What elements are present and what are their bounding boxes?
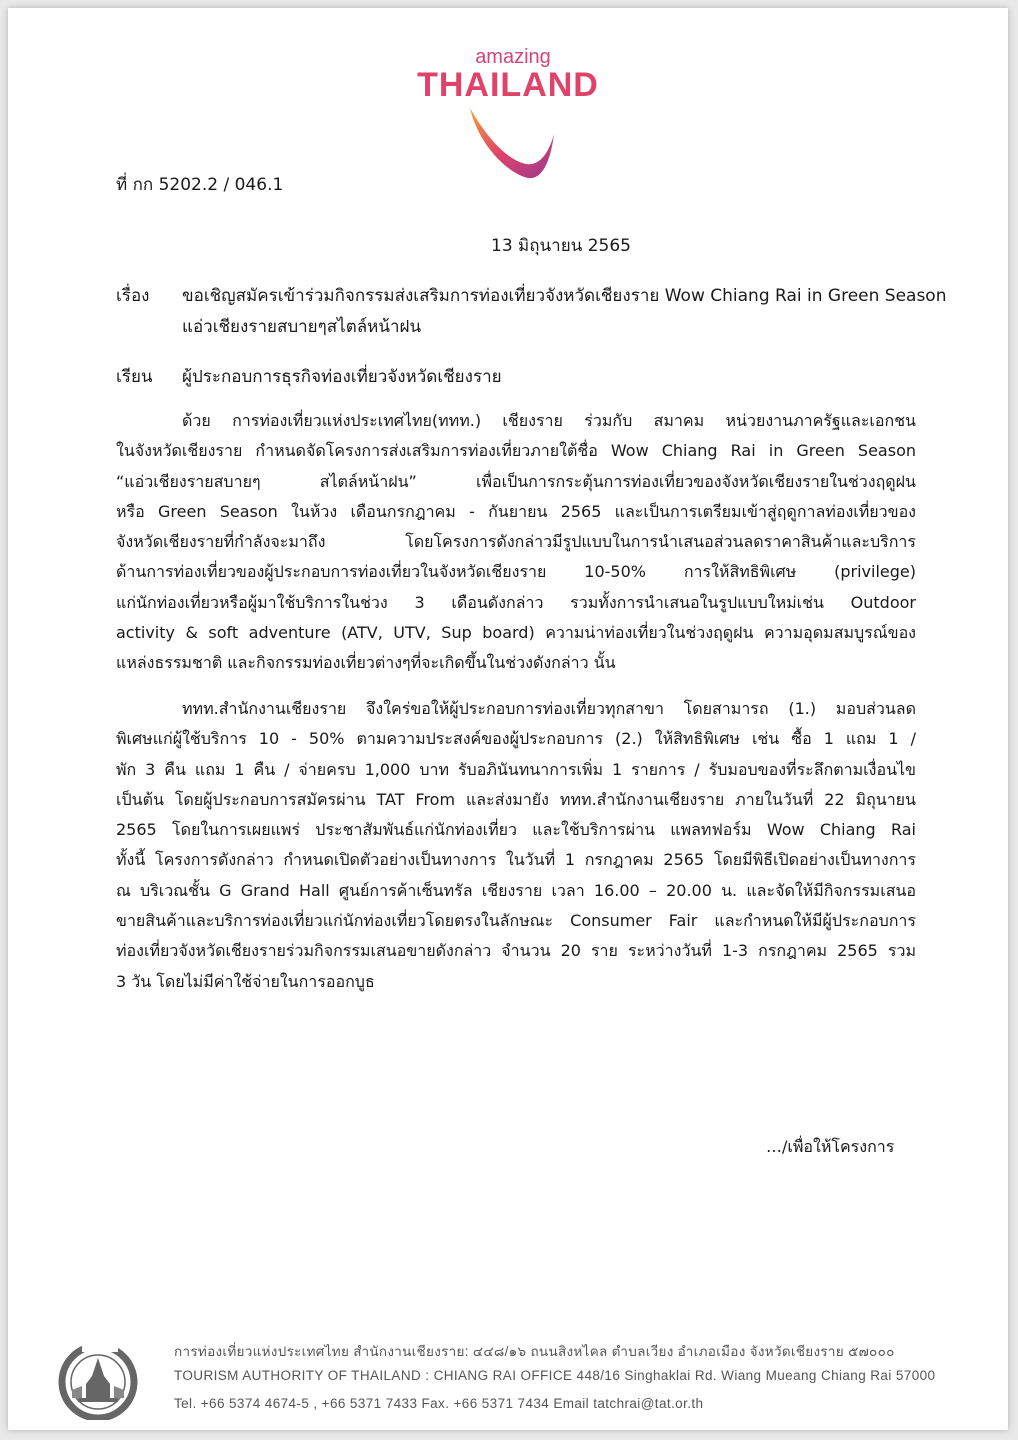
footer-english-address: TOURISM AUTHORITY OF THAILAND : CHIANG RAI OFFICE 448/16 Singhaklai Rd. Wiang Mueang Chiang Rai 57000	[174, 1368, 936, 1383]
footer-contact: Tel. +66 5374 4674-5 , +66 5371 7433 Fax. +66 5371 7434 Email tatchrai@tat.or.th	[174, 1396, 704, 1411]
recipient-label: เรียน	[116, 367, 153, 387]
paragraph-line: activity & soft adventure (ATV, UTV, Sup board) ความน่าท่องเที่ยวในช่วงฤดูฝน ความอุดมสมบูรณ์ของ	[116, 623, 916, 643]
reference-number: ที่ กก 5202.2 / 046.1	[116, 175, 284, 195]
letter-page	[8, 8, 1008, 1430]
paragraph-line: 2565 โดยในการเผยแพร่ ประชาสัมพันธ์แก่นักท่องเที่ยว และใช้บริการผ่าน แพลทฟอร์ม Wow Chiang Rai	[116, 820, 916, 840]
paragraph-line: ณ บริเวณชั้น G Grand Hall ศูนย์การค้าเซ็นทรัล เชียงราย เวลา 16.00 – 20.00 น. และจัดให้มีกิจกรรมเสนอ	[116, 880, 916, 900]
paragraph-line: หรือ Green Season ในห้วง เดือนกรกฎาคม - กันยายน 2565 และเป็นการเตรียมเข้าสู่ฤดูกาลท่องเที่ยวของ	[116, 501, 916, 521]
footer-thai-address: การท่องเที่ยวแห่งประเทศไทย สำนักงานเชียงราย: ๔๔๘/๑๖ ถนนสิงหไคล ตำบลเวียง อำเภอเมือง จังหวัดเชียงราย ๕๗๐๐๐	[174, 1344, 895, 1359]
subject-line-2: แอ่วเชียงรายสบายๆสไตล์หน้าฝน	[182, 317, 422, 337]
body-paragraph-1	[116, 406, 916, 679]
paragraph-line: แหล่งธรรมชาติ และกิจกรรมท่องเที่ยวต่างๆที่จะเกิดขึ้นในช่วงดังกล่าว นั้น	[116, 653, 616, 673]
paragraph-line: ขายสินค้าและบริการท่องเที่ยวแก่นักท่องเที่ยวโดยตรงในลักษณะ Consumer Fair และกำหนดให้มีผู้ประกอบการ	[116, 911, 916, 931]
paragraph-line: 3 วัน โดยไม่มีค่าใช้จ่ายในการออกบูธ	[116, 971, 375, 991]
paragraph-line: ททท.สำนักงานเชียงราย จึงใคร่ขอให้ผู้ประกอบการท่องเที่ยวทุกสาขา โดยสามารถ (1.) มอบส่วนลด	[182, 699, 916, 718]
paragraph-line: แก่นักท่องเที่ยวหรือผู้มาใช้บริการในช่วง 3 เดือนดังกล่าว รวมทั้งการนำเสนอในรูปแบบใหม่เช่น Outdoor	[116, 592, 916, 612]
paragraph-line: จังหวัดเชียงรายที่กำลังจะมาถึง โดยโครงการดังกล่าวมีรูปแบบในการนำเสนอส่วนลดราคาสินค้าและบริการ	[116, 532, 916, 552]
logo-amazing-text: amazing	[475, 46, 551, 68]
subject-label: เรื่อง	[116, 286, 150, 306]
paragraph-line: พิเศษแก่ผู้ใช้บริการ 10 - 50% ตามความประสงค์ของผู้ประกอบการ (2.) ให้สิทธิพิเศษ เช่น ซื้อ 1 แถม 1 /	[116, 729, 916, 749]
paragraph-line: ด้วย การท่องเที่ยวแห่งประเทศไทย(ททท.) เชียงราย ร่วมกับ สมาคม หน่วยงานภาครัฐและเอกชน	[182, 411, 916, 430]
paragraph-line: พัก 3 คืน แถม 1 คืน / จ่ายครบ 1,000 บาท รับอภินันทนาการเพิ่ม 1 รายการ / รับมอบของที่ระลึกตามเงื่อนไข	[116, 759, 916, 779]
letter-date: 13 มิถุนายน 2565	[491, 236, 631, 256]
paragraph-line: ทั้งนี้ โครงการดังกล่าว กำหนดเปิดตัวอย่างเป็นทางการ ในวันที่ 1 กรกฎาคม 2565 โดยมีพิธีเปิดอย่างเป็นทางการ	[116, 850, 917, 870]
logo-thailand-text: THAILAND	[417, 66, 599, 104]
amazing-thailand-logo	[413, 46, 613, 156]
recipient: ผู้ประกอบการธุรกิจท่องเที่ยวจังหวัดเชียงราย	[182, 367, 502, 387]
continued-note: …/เพื่อให้โครงการ	[766, 1137, 895, 1156]
logo-swoosh-icon	[468, 104, 558, 184]
paragraph-line: “แอ่วเชียงรายสบายๆ สไตล์หน้าฝน” เพื่อเป็นการกระตุ้นการท่องเที่ยวของจังหวัดเชียงรายในช่วงฤดูฝน	[116, 471, 916, 491]
paragraph-line: ท่องเที่ยวจังหวัดเชียงรายร่วมกิจกรรมเสนอขายดังกล่าว จำนวน 20 ราย ระหว่างวันที่ 1-3 กรกฎาคม 2565 รวม	[116, 941, 916, 961]
paragraph-line: เป็นต้น โดยผู้ประกอบการสมัครผ่าน TAT From และส่งมายัง ททท.สำนักงานเชียงราย ภายในวันที่ 22 มิถุนายน	[116, 789, 916, 809]
subject-line-1: ขอเชิญสมัครเข้าร่วมกิจกรรมส่งเสริมการท่องเที่ยวจังหวัดเชียงราย Wow Chiang Rai in Green Season	[182, 286, 947, 306]
paragraph-line: ด้านการท่องเที่ยวของผู้ประกอบการท่องเที่ยวในจังหวัดเชียงราย 10-50% การให้สิทธิพิเศษ (privilege)	[116, 562, 916, 582]
tat-seal-icon	[52, 1336, 148, 1420]
paragraph-line: ในจังหวัดเชียงราย กำหนดจัดโครงการส่งเสริมการท่องเที่ยวภายใต้ชื่อ Wow Chiang Rai in Green Season	[116, 441, 916, 461]
body-paragraph-2	[116, 694, 916, 997]
